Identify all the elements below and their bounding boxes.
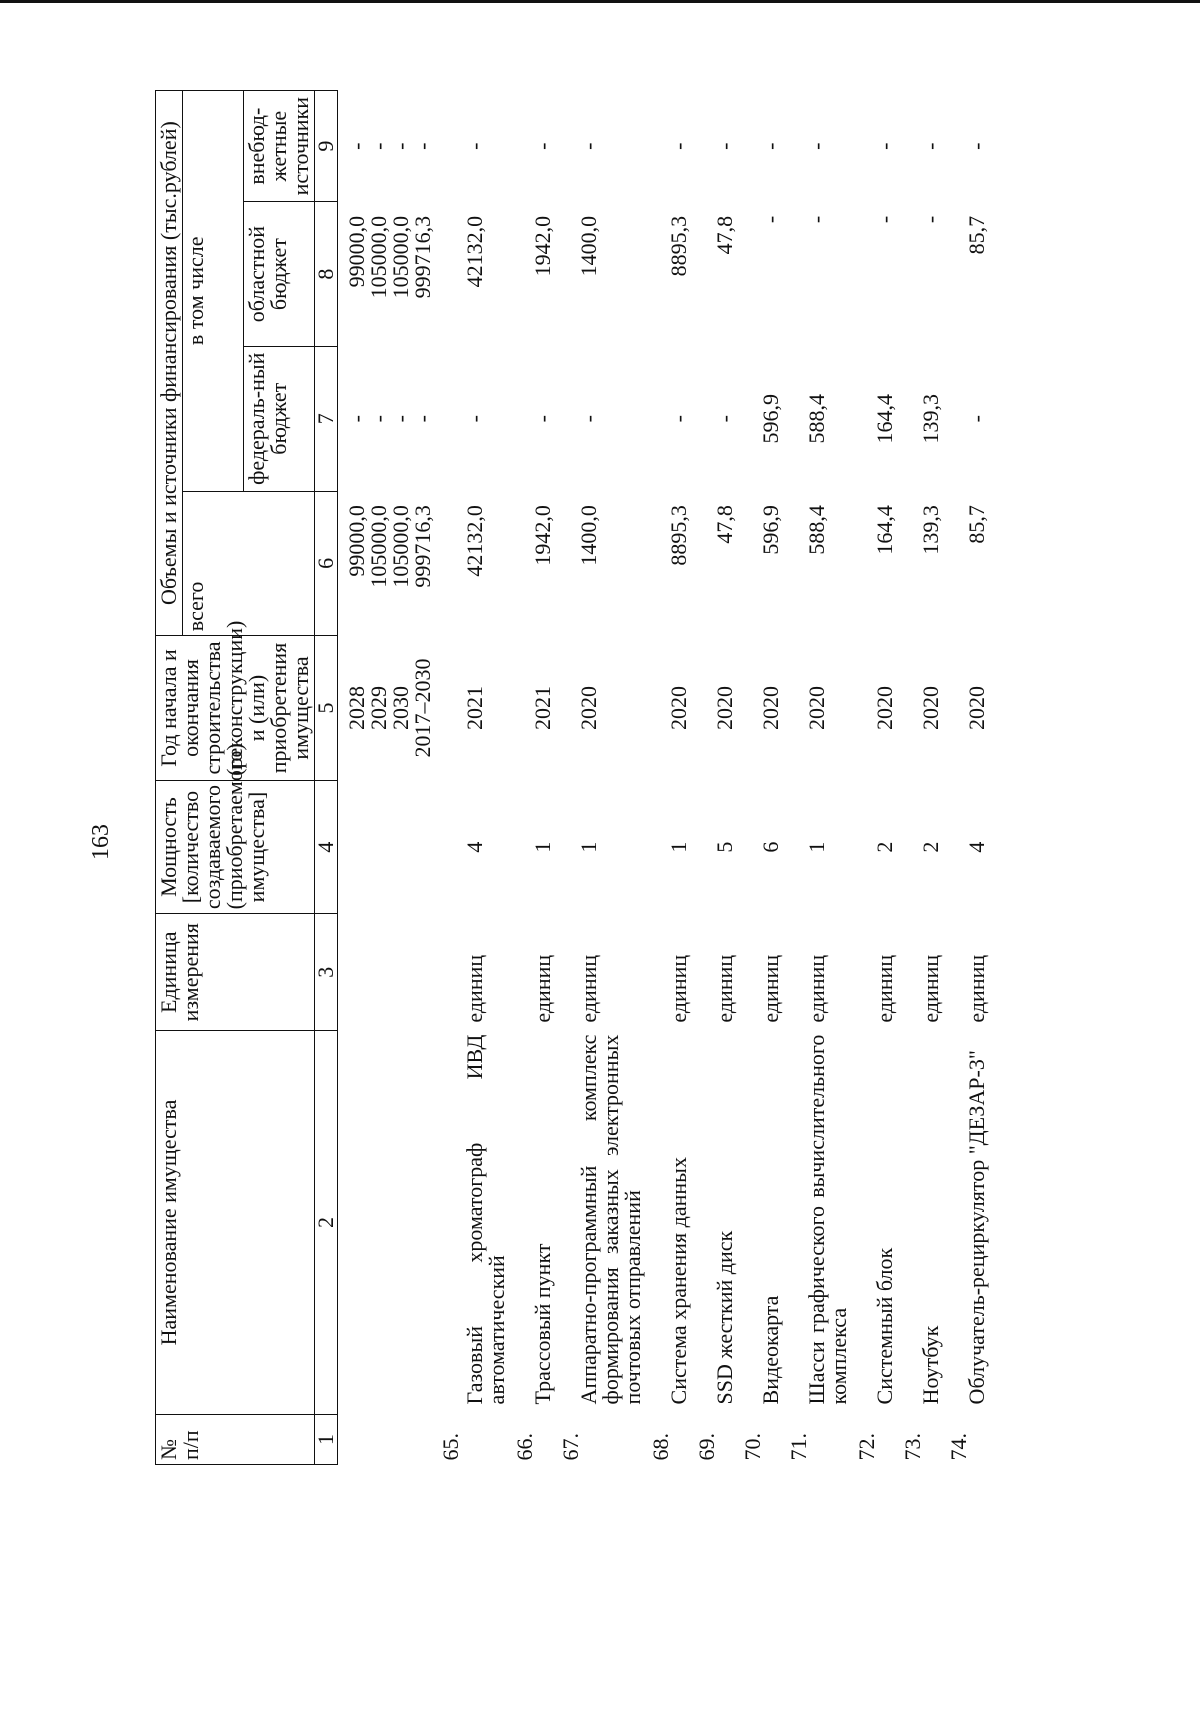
table-row [942, 91, 988, 1465]
item-offbudget: - [804, 142, 829, 150]
header-total: всего [183, 491, 315, 636]
item-name: Облучатель-рециркулятор "ДЕЗАР-3" [964, 1050, 989, 1405]
item-total: 596,9 [758, 505, 783, 555]
item-unit: единиц [666, 954, 691, 1023]
item-total: 164,4 [872, 505, 897, 555]
item-name: Газовый хроматограф ИВД автоматический [462, 1034, 509, 1405]
item-unit: единиц [918, 954, 943, 1023]
item-year: 2021 [462, 686, 487, 730]
row-number: 74. [946, 1433, 971, 1461]
column-number: 1 [315, 1414, 338, 1464]
header-col-unit: Единица измерения [156, 914, 315, 1031]
table-row [736, 91, 782, 1465]
item-year: 2020 [758, 686, 783, 730]
item-total: 85,7 [964, 505, 989, 544]
header-in-that: в том числе [183, 91, 244, 492]
item-capacity: 2 [918, 841, 943, 853]
row-number: 68. [648, 1433, 673, 1461]
row-number: 67. [558, 1433, 583, 1461]
row-number: 69. [694, 1433, 719, 1461]
item-year: 2020 [576, 686, 601, 730]
item-year: 2020 [666, 686, 691, 730]
column-number: 4 [315, 780, 338, 914]
item-total: 588,4 [804, 505, 829, 555]
column-number-row [315, 91, 338, 1465]
item-total: 47,8 [712, 505, 737, 544]
years-regional-list: 99000,0 105000,0 105000,0 999716,3 [344, 215, 435, 299]
column-number: 2 [315, 1031, 338, 1415]
item-name: Система хранения данных [666, 1157, 691, 1405]
item-total: 1942,0 [530, 505, 555, 566]
item-name: Системный блок [872, 1247, 897, 1405]
header-funding-group: Объемы и источники финансирования (тыс.рублей) [156, 91, 183, 636]
item-capacity: 2 [872, 841, 897, 853]
years-list: 2028 2029 2030 2017–2030 [344, 658, 435, 758]
item-regional: 42132,0 [462, 215, 487, 288]
column-number: 5 [315, 636, 338, 781]
item-name: Аппаратно-программный комплекс формирования заказных электронных почтовых отправлений [576, 1034, 645, 1405]
item-federal: 139,3 [918, 394, 943, 444]
table-row [554, 91, 644, 1465]
item-capacity: 5 [712, 841, 737, 853]
table-row [896, 91, 942, 1465]
column-number: 3 [315, 914, 338, 1031]
property-table [155, 90, 988, 1465]
item-name: Шасси графического вычислительного комплекса [804, 1034, 851, 1405]
item-name: Ноутбук [918, 1325, 943, 1405]
item-regional: - [872, 215, 897, 224]
item-regional: 8895,3 [666, 215, 691, 277]
column-number: 7 [315, 346, 338, 491]
item-unit: единиц [964, 954, 989, 1023]
item-unit: единиц [758, 954, 783, 1023]
page-number: 163 [88, 824, 114, 860]
item-federal: - [712, 415, 737, 423]
item-unit: единиц [462, 954, 487, 1023]
row-number: 73. [900, 1433, 925, 1461]
header-col-number: № п/п [156, 1414, 315, 1464]
item-total: 42132,0 [462, 505, 487, 577]
row-number: 72. [854, 1433, 879, 1461]
item-federal: 588,4 [804, 394, 829, 444]
header-offbudget: внебюд-жетные источники [244, 91, 315, 202]
item-name: Видеокарта [758, 1295, 783, 1405]
item-federal: - [462, 415, 487, 423]
item-offbudget: - [462, 142, 487, 150]
item-regional: - [918, 215, 943, 224]
item-total: 1400,0 [576, 505, 601, 566]
item-total: 8895,3 [666, 505, 691, 566]
header-col-name: Наименование имущества [156, 1031, 315, 1415]
header-col-years: Год начала и окончания строительства (реконструкции) и (или) приобретения имущества [156, 636, 315, 781]
item-regional: 47,8 [712, 215, 737, 255]
item-name: Трассовый пункт [530, 1243, 555, 1405]
header-col-capacity: Мощность [количество создаваемого (приобретаемого) имущества] [156, 780, 315, 914]
item-federal: 164,4 [872, 394, 897, 444]
years-block-row [338, 91, 435, 1465]
item-federal: - [666, 415, 691, 423]
item-regional: - [804, 215, 829, 224]
item-offbudget: - [918, 142, 943, 150]
item-capacity: 1 [666, 841, 691, 853]
item-total: 139,3 [918, 505, 943, 555]
table-row [644, 91, 690, 1465]
item-capacity: 1 [530, 841, 555, 853]
table-row [690, 91, 736, 1465]
item-offbudget: - [964, 142, 989, 150]
item-unit: единиц [804, 954, 829, 1023]
item-year: 2020 [918, 686, 943, 730]
item-federal: - [964, 415, 989, 423]
item-unit: единиц [712, 954, 737, 1023]
row-number: 70. [740, 1433, 765, 1461]
header-federal: федераль-ный бюджет [244, 346, 315, 491]
item-year: 2020 [872, 686, 897, 730]
item-federal: - [530, 415, 555, 423]
years-offbudget-list: - - - - [344, 142, 435, 150]
item-unit: единиц [576, 954, 601, 1023]
item-federal: - [576, 415, 601, 423]
item-unit: единиц [872, 954, 897, 1023]
table-row [782, 91, 850, 1465]
item-federal: 596,9 [758, 394, 783, 444]
item-offbudget: - [576, 142, 601, 150]
row-number: 66. [512, 1433, 537, 1461]
item-year: 2020 [712, 686, 737, 730]
item-capacity: 4 [964, 841, 989, 853]
item-offbudget: - [666, 142, 691, 150]
row-number: 65. [438, 1433, 463, 1461]
row-number: 71. [786, 1433, 811, 1461]
column-number: 8 [315, 202, 338, 347]
item-offbudget: - [872, 142, 897, 150]
item-regional: - [758, 215, 783, 224]
item-offbudget: - [530, 142, 555, 150]
item-year: 2021 [530, 686, 555, 730]
years-federal-list: - - - - [344, 415, 435, 423]
item-year: 2020 [804, 686, 829, 730]
item-capacity: 1 [804, 841, 829, 853]
column-number: 6 [315, 491, 338, 636]
table-row [434, 91, 508, 1465]
item-capacity: 1 [576, 841, 601, 853]
table-row [850, 91, 896, 1465]
item-year: 2020 [964, 686, 989, 730]
item-regional: 1942,0 [530, 215, 555, 277]
rotated-table-page [155, 90, 1200, 1465]
top-rule [0, 0, 1200, 3]
item-capacity: 4 [462, 841, 487, 853]
item-name: SSD жесткий диск [712, 1230, 737, 1405]
item-offbudget: - [758, 142, 783, 150]
item-offbudget: - [712, 142, 737, 150]
years-total-list: 99000,0 105000,0 105000,0 999716,3 [344, 505, 435, 588]
item-unit: единиц [530, 954, 555, 1023]
table-row [508, 91, 554, 1465]
header-regional: областной бюджет [244, 202, 315, 347]
item-regional: 85,7 [964, 215, 989, 255]
item-regional: 1400,0 [576, 215, 601, 277]
item-capacity: 6 [758, 841, 783, 853]
column-number: 9 [315, 91, 338, 202]
